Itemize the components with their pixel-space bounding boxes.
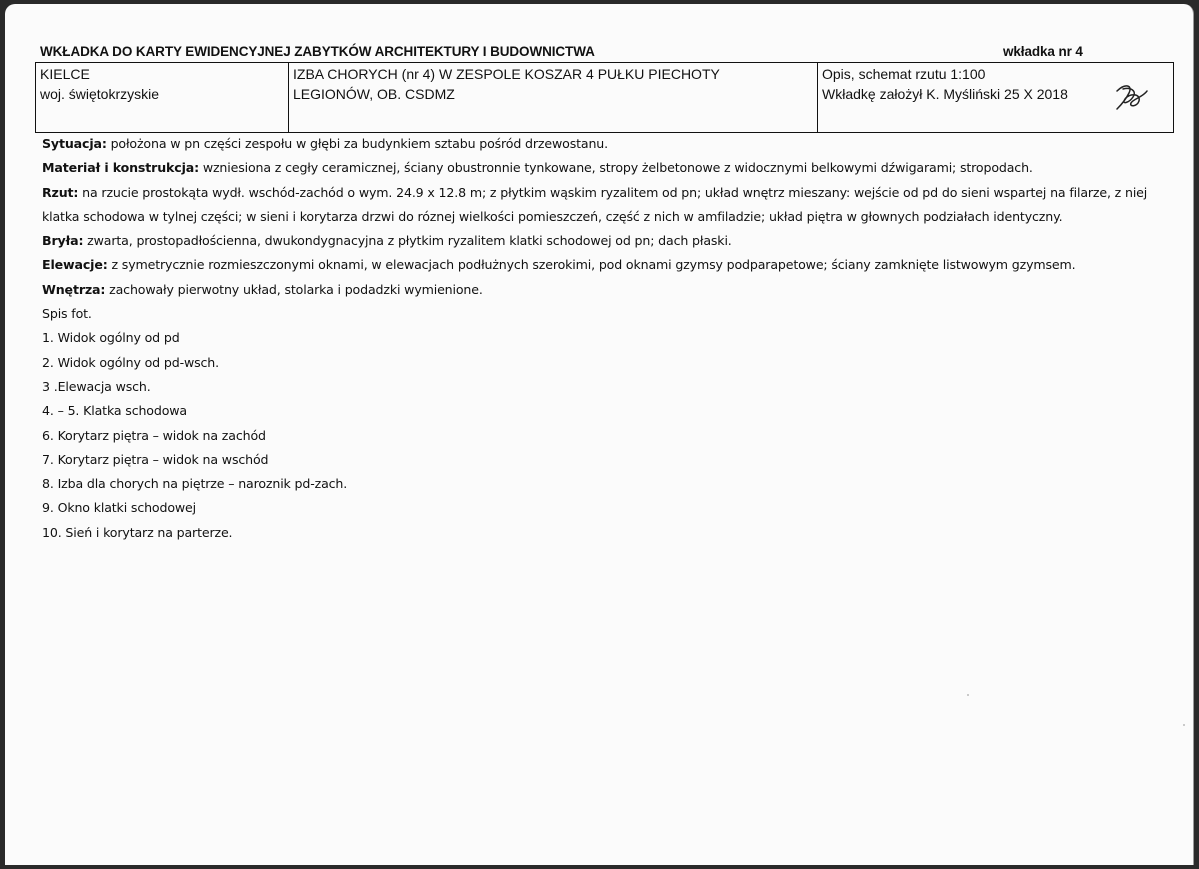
list-item: 3 .Elewacja wsch. xyxy=(42,378,151,394)
section-label: Rzut: xyxy=(42,184,79,200)
list-item: 1. Widok ogólny od pd xyxy=(42,330,180,346)
region-name: woj. świętokrzyskie xyxy=(40,86,160,102)
description-cell xyxy=(818,63,1174,133)
section-text: zachowały pierwotny układ, stolarka i podadzki wymienione. xyxy=(105,281,483,297)
section-text: położona w pn części zespołu w głębi za budynkiem sztabu pośród drzewostanu. xyxy=(106,136,608,151)
object-name-line2: LEGIONÓW, OB. CSDMZ xyxy=(293,86,455,102)
description-body xyxy=(42,132,1172,545)
city-name: KIELCE xyxy=(40,66,90,82)
section-label: Materiał i konstrukcja: xyxy=(42,160,199,176)
list-item: 4. – 5. Klatka schodowa xyxy=(42,403,187,419)
author-and-date: Wkładkę założył K. Myśliński 25 X 2018 xyxy=(822,86,1068,102)
section-text: zwarta, prostopadłościenna, dwukondygnacyjna z płytkim ryzalitem klatki schodowej od pn; dach płaski. xyxy=(83,233,732,249)
paper-speck xyxy=(1183,724,1185,726)
section-label: Elewacje: xyxy=(42,257,108,273)
signature-icon xyxy=(1111,81,1151,113)
section-situation xyxy=(42,132,1172,156)
location-cell xyxy=(36,63,289,133)
photo-list xyxy=(42,326,1172,545)
object-name-line1: IZBA CHORYCH (nr 4) W ZESPOLE KOSZAR 4 PUŁKU PIECHOTY xyxy=(293,66,720,82)
section-interiors xyxy=(42,278,1172,302)
section-elevations xyxy=(42,253,1172,277)
list-item: 6. Korytarz piętra – widok na zachód xyxy=(42,427,266,443)
object-cell xyxy=(289,63,818,133)
section-text: z symetrycznie rozmieszczonymi oknami, w elewacjach podłużnych szerokimi, pod oknami gzymsy podparapetowe; ściany zamknięte listwowym gzymsem. xyxy=(107,257,1076,273)
description-scope: Opis, schemat rzutu 1:100 xyxy=(822,66,986,82)
list-item: 10. Sień i korytarz na parterze. xyxy=(42,524,233,540)
document-title: WKŁADKA DO KARTY EWIDENCYJNEJ ZABYTKÓW ARCHITEKTURY I BUDOWNICTWA xyxy=(40,44,595,59)
section-plan xyxy=(42,181,1172,230)
section-text: na rzucie prostokąta wydł. wschód-zachód o wym. 24.9 x 12.8 m; z płytkim wąskim ryzalitem od pn; układ wnętrz mieszany: wejście od pd do sieni wspartej na filarze, z niej klatka schodowa w tylnej części; w sieni i korytarza drzwi do róznej wielkości pomieszczeń, część z nich w amfiladzie; układ piętra w głownych podziałach identyczny. xyxy=(42,184,1148,224)
section-label: Wnętrza: xyxy=(42,281,106,297)
metadata-table xyxy=(35,62,1174,133)
section-label: Sytuacja: xyxy=(42,136,107,151)
photo-list-heading: Spis fot. xyxy=(42,306,92,322)
section-material xyxy=(42,156,1172,180)
record-card xyxy=(5,4,1194,865)
list-item: 7. Korytarz piętra – widok na wschód xyxy=(42,451,269,467)
list-item: 8. Izba dla chorych na piętrze – naroznik pd-zach. xyxy=(42,476,348,492)
list-item: 9. Okno klatki schodowej xyxy=(42,500,196,516)
section-massing xyxy=(42,229,1172,253)
section-label: Bryła: xyxy=(42,233,84,249)
paper-speck xyxy=(967,694,969,696)
section-text: wzniesiona z cegły ceramicznej, ściany obustronnie tynkowane, stropy żelbetonowe z widocznymi belkowymi dźwigarami; stropodach. xyxy=(198,160,1033,176)
list-item: 2. Widok ogólny od pd-wsch. xyxy=(42,354,219,370)
insert-number: wkładka nr 4 xyxy=(1003,44,1083,59)
